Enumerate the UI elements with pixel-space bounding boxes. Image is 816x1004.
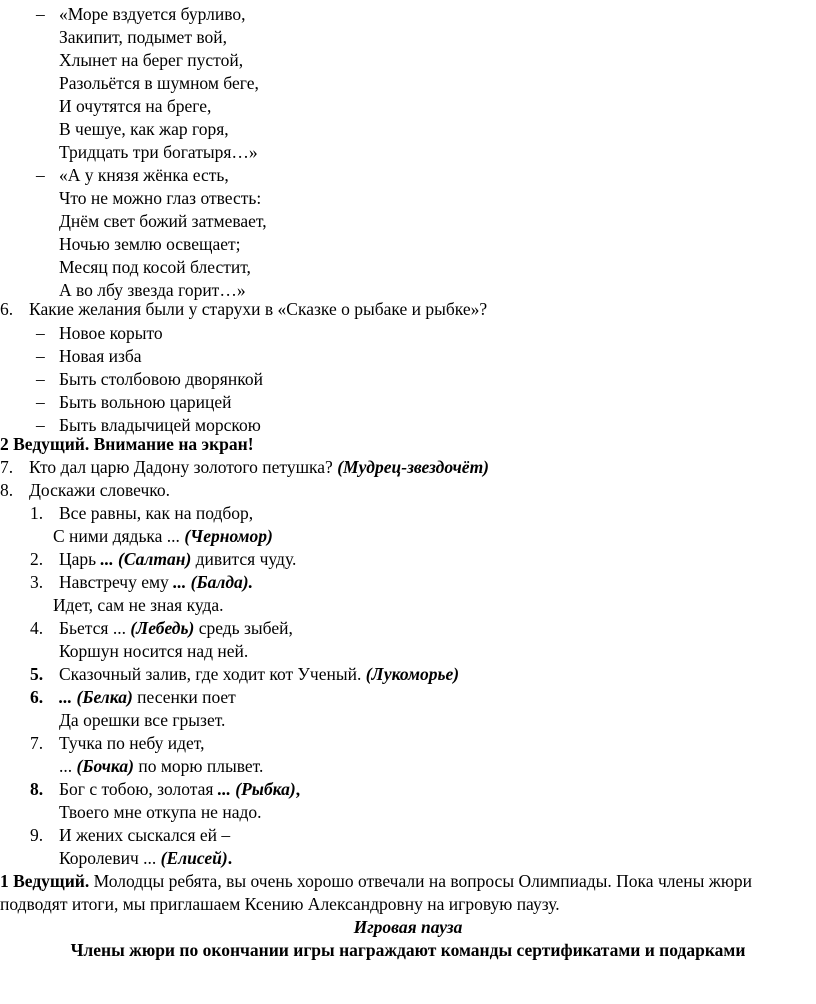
answer-text: ... (Белка) bbox=[59, 687, 133, 707]
dash-bullet: – bbox=[36, 415, 45, 435]
answer-text: ... (Салтан) bbox=[100, 549, 192, 569]
sub-item-number: 6. bbox=[30, 687, 44, 707]
sub-item-number: 8. bbox=[30, 779, 44, 799]
dash-bullet: – bbox=[36, 4, 45, 24]
answer-text: (Мудрец-звездочёт) bbox=[337, 457, 490, 477]
question-text: Доскажи словечко. bbox=[29, 480, 171, 500]
answer-text: ... (Балда). bbox=[173, 572, 253, 592]
question-number: 6. bbox=[0, 299, 14, 319]
question-text: Кто дал царю Дадону золотого петушка? bbox=[29, 457, 338, 477]
closing-line: Члены жюри по окончании игры награждают команды сертификатами и подарками bbox=[70, 940, 746, 960]
sub-item-number: 3. bbox=[30, 572, 44, 592]
sub-item-number: 1. bbox=[30, 503, 44, 523]
question-number: 7. bbox=[0, 457, 14, 477]
sub-item-number: 7. bbox=[30, 733, 44, 753]
host1-paragraph: 1 Ведущий. Молодцы ребята, вы очень хорошо отвечали на вопросы Олимпиады. Пока члены жюри подводят итоги, мы приглашаем Ксению Александровну на игровую паузу. bbox=[0, 871, 753, 914]
question-text: Какие желания были у старухи в «Сказке о рыбаке и рыбке»? bbox=[29, 299, 488, 319]
sub-item-number: 2. bbox=[30, 549, 44, 569]
question-number: 8. bbox=[0, 480, 14, 500]
sub-item-number: 4. bbox=[30, 618, 44, 638]
dash-bullet: – bbox=[36, 323, 45, 343]
sub-item-number: 5. bbox=[30, 664, 44, 684]
dash-bullet: – bbox=[36, 165, 45, 185]
answer-text: (Бочка) bbox=[76, 756, 134, 776]
dash-bullet: – bbox=[36, 346, 45, 366]
answer-text: (Лебедь) bbox=[130, 618, 195, 638]
host2-heading: 2 Ведущий. Внимание на экран! bbox=[0, 434, 254, 454]
answer-text: ... (Рыбка) bbox=[217, 779, 296, 799]
host1-label: 1 Ведущий. bbox=[0, 871, 90, 891]
sub-item-number: 9. bbox=[30, 825, 44, 845]
answer-text: (Черномор) bbox=[184, 526, 273, 546]
pause-title: Игровая пауза bbox=[353, 917, 463, 937]
dash-bullet: – bbox=[36, 369, 45, 389]
answer-text: (Лукоморье) bbox=[365, 664, 460, 684]
dash-bullet: – bbox=[36, 392, 45, 412]
answer-text: (Елисей) bbox=[160, 848, 228, 868]
